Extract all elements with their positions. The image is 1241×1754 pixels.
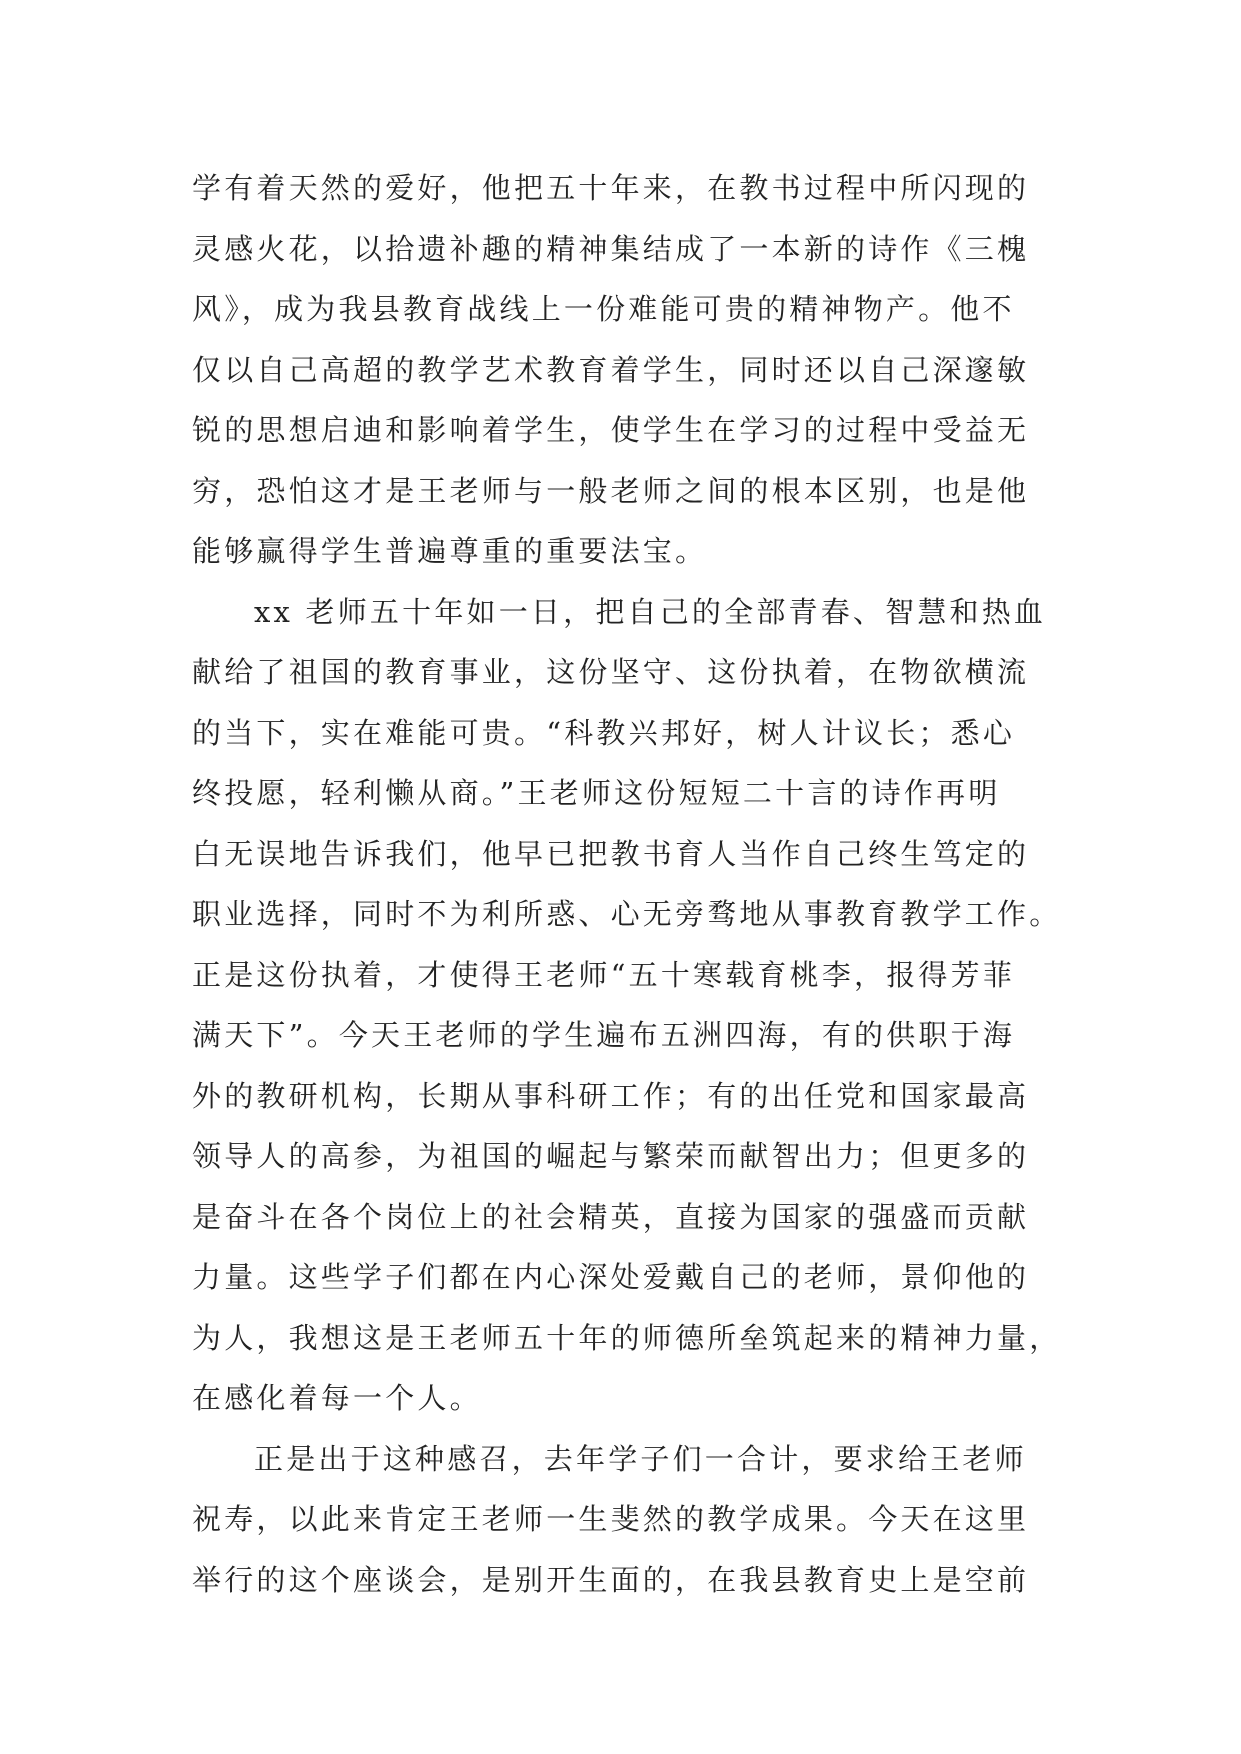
text-line: 终投愿，轻利懒从商。”王老师这份短短二十言的诗作再明 <box>192 776 1001 810</box>
text-line: 锐的思想启迪和影响着学生，使学生在学习的过程中受益无 <box>192 413 1030 447</box>
text-line: 穷，恐怕这才是王老师与一般老师之间的根本区别，也是他 <box>192 473 1030 508</box>
text-line: 正是这份执着，才使得王老师“五十寒载育桃李，报得芳菲 <box>192 957 1016 992</box>
text-line: 学有着天然的爱好，他把五十年来，在教书过程中所闪现的 <box>192 171 1030 205</box>
document-body <box>192 158 1062 1610</box>
text-line: 白无误地告诉我们，他早已把教书育人当作自己终生笃定的 <box>192 836 1030 871</box>
text-line: xx 老师五十年如一日，把自己的全部青春、智慧和热血 <box>254 594 1047 629</box>
text-line: 风》，成为我县教育战线上一份难能可贵的精神物产。他不 <box>192 292 1015 326</box>
text-line: 为人，我想这是王老师五十年的师德所垒筑起来的精神力量， <box>192 1320 1062 1355</box>
text-line: 外的教研机构，长期从事科研工作；有的出任党和国家最高 <box>192 1078 1030 1113</box>
text-line: 仅以自己高超的教学艺术教育着学生，同时还以自己深邃敏 <box>192 352 1030 387</box>
text-line: 在感化着每一个人。 <box>192 1381 482 1415</box>
text-line: 满天下”。今天王老师的学生遍布五洲四海，有的供职于海 <box>192 1018 1016 1052</box>
text-line: 能够赢得学生普遍尊重的重要法宝。 <box>192 534 708 568</box>
paragraph-1 <box>192 158 1050 582</box>
text-line: 灵感火花，以拾遗补趣的精神集结成了一本新的诗作《三槐 <box>192 231 1030 266</box>
text-line: 是奋斗在各个岗位上的社会精英，直接为国家的强盛而贡献 <box>192 1199 1030 1234</box>
text-line: 举行的这个座谈会，是别开生面的，在我县教育史上是空前 <box>192 1562 1030 1597</box>
text-line: 力量。这些学子们都在内心深处爱戴自己的老师，景仰他的 <box>192 1260 1030 1294</box>
text-line: 祝寿，以此来肯定王老师一生斐然的教学成果。今天在这里 <box>192 1502 1030 1536</box>
text-line: 的当下，实在难能可贵。“科教兴邦好，树人计议长；悉心 <box>192 715 1016 750</box>
paragraph-2 <box>192 582 1062 1429</box>
text-line: 献给了祖国的教育事业，这份坚守、这份执着，在物欲横流 <box>192 655 1030 689</box>
paragraph-3 <box>192 1429 1050 1611</box>
text-line: 领导人的高参，为祖国的崛起与繁荣而献智出力；但更多的 <box>192 1139 1030 1173</box>
text-line: 职业选择，同时不为利所惑、心无旁骛地从事教育教学工作。 <box>192 897 1062 931</box>
text-line: 正是出于这种感召，去年学子们一合计，要求给王老师 <box>254 1441 1027 1476</box>
